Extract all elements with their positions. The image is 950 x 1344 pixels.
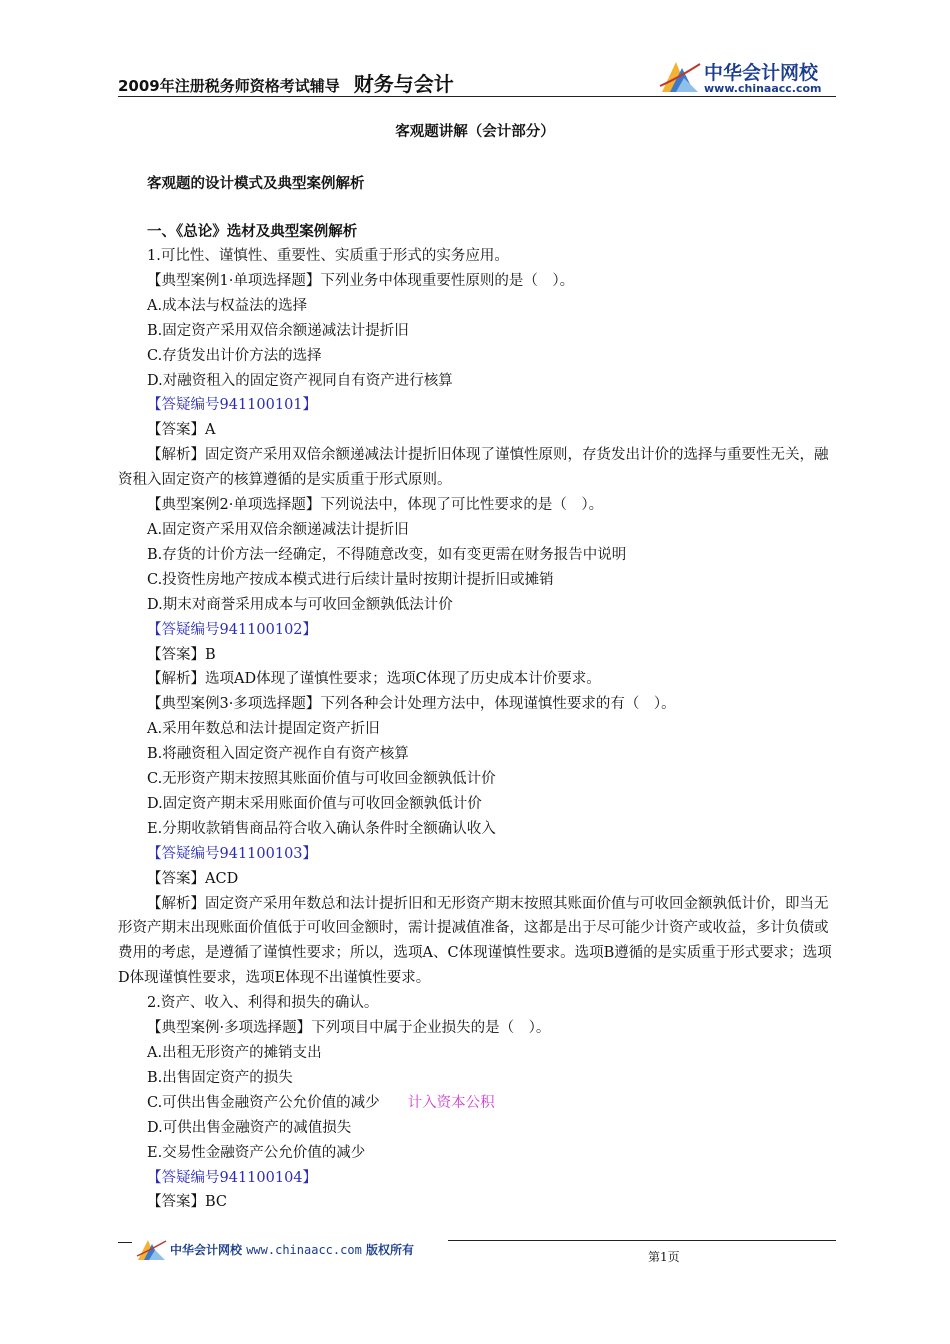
option-line: B.出售固定资产的损失 bbox=[147, 1069, 293, 1086]
header-title bbox=[118, 68, 454, 97]
question-stem: 【典型案例3·多项选择题】下列各种会计处理方法中，体现谨慎性要求的有（ ）。 bbox=[147, 696, 676, 713]
question-stem: 【典型案例1·单项选择题】下列业务中体现重要性原则的是（ ）。 bbox=[147, 272, 575, 289]
option-line: B.存货的计价方法一经确定，不得随意改变，如有变更需在财务报告中说明 bbox=[147, 546, 627, 563]
chinaacc-logo bbox=[658, 56, 836, 96]
answer-line: 【答案】BC bbox=[147, 1194, 228, 1211]
page-number: 第1页 bbox=[648, 1250, 680, 1264]
option-line: B.固定资产采用双倍余额递减法计提折旧 bbox=[147, 322, 409, 339]
footer-rights: 版权所有 bbox=[365, 1243, 414, 1257]
option-line: D.可供出售金融资产的减值损失 bbox=[147, 1119, 352, 1136]
option-line: B.将融资租入固定资产视作自有资产核算 bbox=[147, 746, 409, 763]
option-line: C.存货发出计价方法的选择 bbox=[147, 347, 322, 364]
option-line: D.对融资租入的固定资产视同自有资产进行核算 bbox=[147, 372, 453, 389]
qa-code-link[interactable]: 【答疑编号941100102】 bbox=[147, 621, 318, 638]
page-header bbox=[118, 58, 836, 100]
question-stem: 【典型案例2·单项选择题】下列说法中，体现了可比性要求的是（ ）。 bbox=[147, 497, 604, 514]
option-line: E.分期收款销售商品符合收入确认条件时全额确认收入 bbox=[147, 820, 496, 837]
option-line: E.交易性金融资产公允价值的减少 bbox=[147, 1144, 366, 1161]
text-line: 1.可比性、谨慎性、重要性、实质重于形式的实务应用。 bbox=[147, 248, 509, 264]
text-line: 2.资产、收入、利得和损失的确认。 bbox=[147, 995, 379, 1012]
footer-rule bbox=[118, 1242, 132, 1243]
analysis-paragraph: 【解析】选项AD体现了谨慎性要求；选项C体现了历史成本计价要求。 bbox=[147, 671, 601, 688]
page-footer bbox=[118, 1234, 836, 1274]
document-title: 客观题讲解（会计部分） bbox=[395, 124, 555, 140]
answer-line: 【答案】ACD bbox=[147, 870, 239, 887]
option-text: C.可供出售金融资产公允价值的减少 bbox=[147, 1094, 380, 1111]
footer-logo-name: 中华会计网校 bbox=[170, 1243, 243, 1257]
logo-triangle-icon bbox=[658, 56, 702, 96]
handwritten-note: 计入资本公积 bbox=[407, 1094, 495, 1111]
subject-title: 财务与会计 bbox=[353, 72, 454, 96]
qa-code-link[interactable]: 【答疑编号941100103】 bbox=[147, 845, 318, 862]
option-line: A.采用年数总和法计提固定资产折旧 bbox=[147, 721, 380, 738]
option-line: C.投资性房地产按成本模式进行后续计量时按期计提折旧或摊销 bbox=[147, 571, 554, 588]
option-line: C.无形资产期末按照其账面价值与可收回金额孰低计价 bbox=[147, 771, 496, 788]
header-rule bbox=[118, 96, 836, 97]
answer-line: 【答案】B bbox=[147, 646, 216, 663]
option-line-with-note bbox=[118, 1091, 838, 1116]
footer-copyright bbox=[170, 1241, 414, 1258]
logo-name: 中华会计网校 bbox=[704, 62, 819, 84]
exam-title: 2009年注册税务师资格考试辅导 bbox=[118, 77, 340, 95]
analysis-paragraph: 【解析】固定资产采用双倍余额递减法计提折旧体现了谨慎性原则，存货发出计价的选择与重要性无关，融资租入固定资产的核算遵循的是实质重于形式原则。 bbox=[118, 447, 829, 489]
option-line: D.固定资产期末采用账面价值与可收回金额孰低计价 bbox=[147, 795, 482, 812]
option-line: D.期末对商誉采用成本与可收回金额孰低法计价 bbox=[147, 596, 453, 613]
answer-line: 【答案】A bbox=[147, 422, 216, 439]
document-body bbox=[118, 244, 838, 1215]
logo-url: www.chinaacc.com bbox=[704, 82, 822, 95]
document-subtitle: 客观题的设计模式及典型案例解析 bbox=[147, 176, 365, 192]
option-line: A.固定资产采用双倍余额递减法计提折旧 bbox=[147, 521, 409, 538]
qa-code-link[interactable]: 【答疑编号941100101】 bbox=[147, 397, 318, 414]
analysis-paragraph: 【解析】固定资产采用年数总和法计提折旧和无形资产期末按照其账面价值与可收回金额孰低计价，即当无形资产期末出现账面价值低于可收回金额时，需计提减值准备，这都是出于尽可能少计资产或收益，多计负债或费用的考虑，是遵循了谨慎性要求；所以，选项A、C体现谨慎性要求。选项B遵循的是实质重于形式要求；选项D体现谨慎性要求，选项E体现不出谨慎性要求。 bbox=[118, 895, 832, 987]
footer-rule bbox=[448, 1240, 836, 1241]
footer-logo-icon bbox=[136, 1236, 168, 1262]
footer-url[interactable]: www.chinaacc.com bbox=[246, 1243, 362, 1257]
option-line: A.成本法与权益法的选择 bbox=[147, 297, 308, 314]
qa-code-link[interactable]: 【答疑编号941100104】 bbox=[147, 1169, 318, 1186]
section-heading: 一、《总论》选材及典型案例解析 bbox=[147, 224, 358, 240]
question-stem: 【典型案例·多项选择题】下列项目中属于企业损失的是（ ）。 bbox=[147, 1020, 551, 1037]
option-line: A.出租无形资产的摊销支出 bbox=[147, 1045, 322, 1061]
